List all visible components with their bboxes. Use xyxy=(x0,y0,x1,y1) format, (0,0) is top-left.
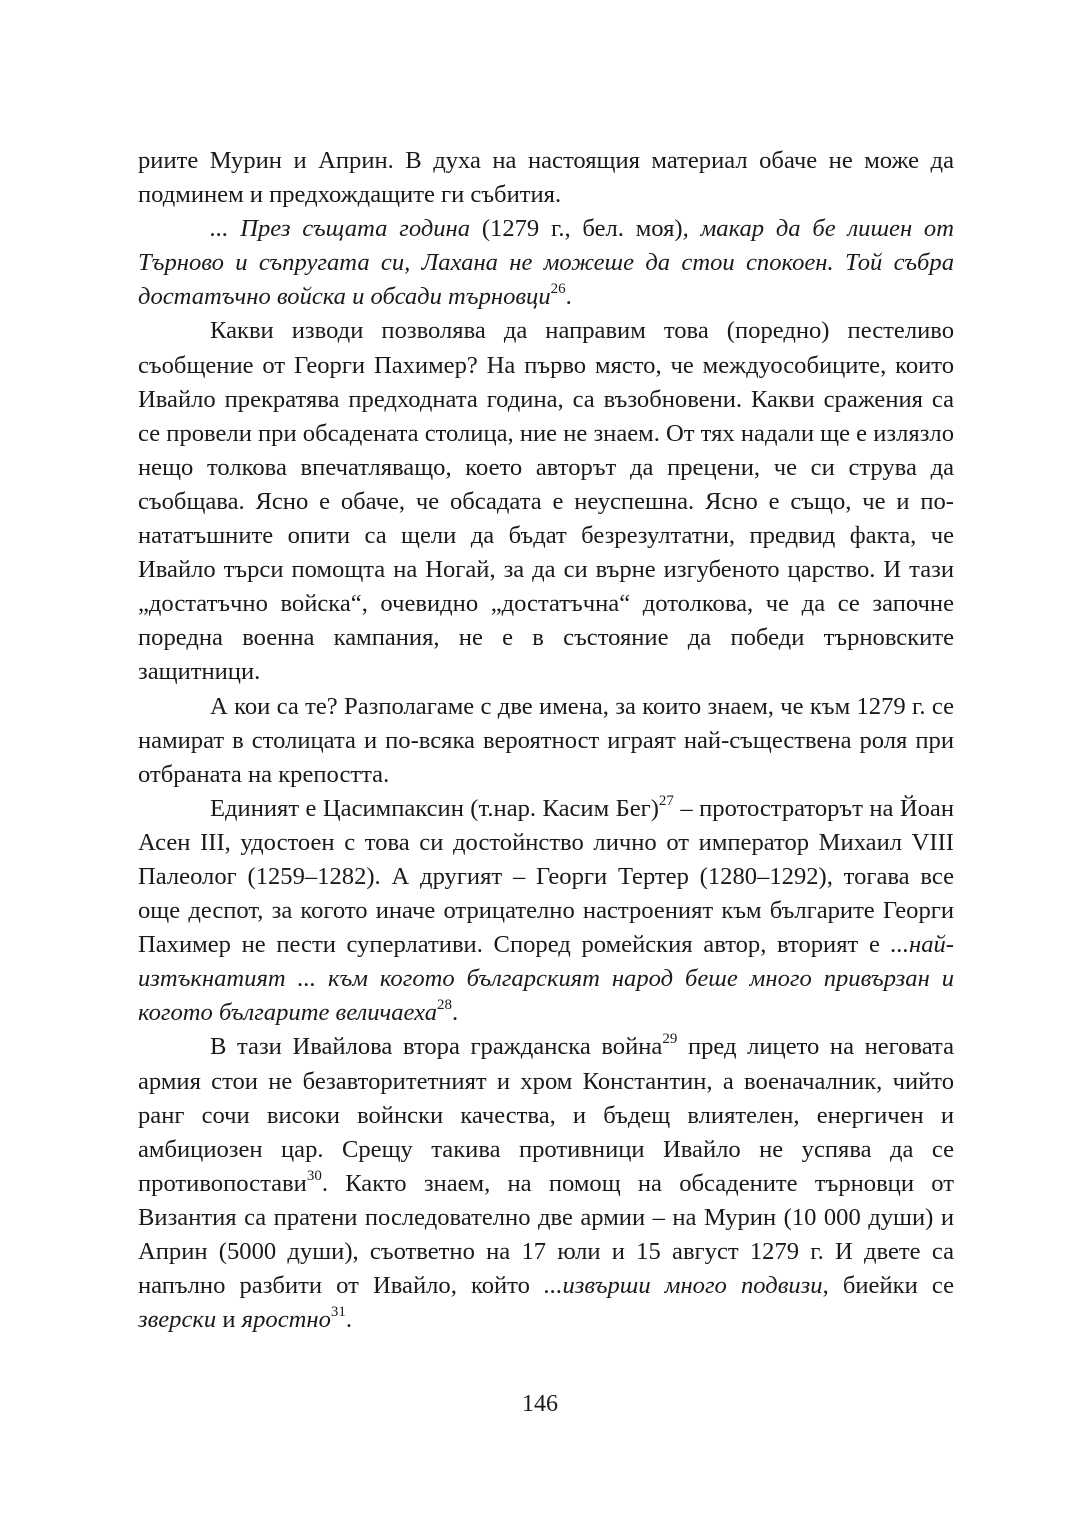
quote-text: ... През същата година xyxy=(210,215,471,243)
paragraph-text: – протостраторът на Йоан Асен III, удостоен с това си достойнство лично от император Михаил VIII Палеолог (1259–1282). А другият – Георги Тертер (1280–1292), тогава все още деспот, за когото иначе отрицателно настроеният към българите Георги Пахимер не пести суперлативи. Според ромейския автор, вторият е xyxy=(138,794,955,959)
paragraph-2-quotation xyxy=(138,212,954,314)
paragraph-text: риите Мурин и Априн. В духа на настоящия материал обаче не може да подминем и предхождащите ги събития. xyxy=(138,147,954,209)
paragraph-text: А кои са те? Разполагаме с две имена, за които знаем, че към 1279 г. се намират в столицата и по-всяка вероятност играят най-съществена роля при отбраната на крепостта. xyxy=(138,692,954,788)
punctuation: . xyxy=(345,1306,353,1334)
punctuation: . xyxy=(452,999,459,1027)
book-page-body xyxy=(138,144,954,1337)
paragraph-text: и xyxy=(216,1306,242,1334)
paragraph-text: В тази Ивайлова втора гражданска война xyxy=(210,1033,663,1061)
footnote-ref-30[interactable]: 30 xyxy=(306,1167,322,1184)
quote-text: ...извърши много подвизи xyxy=(544,1272,823,1300)
paragraph-text: . Както знаем, на помощ на обсадените търновци от Византия са пратени последователно две армии – на Мурин (10 000 души) и Априн (5000 души), съответно на 17 юли и 15 август 1279 г. И двете са напълно разбити от Ивайло, който xyxy=(138,1169,954,1300)
paragraph-3 xyxy=(138,314,954,689)
footnote-ref-26[interactable]: 26 xyxy=(550,281,566,298)
footnote-ref-29[interactable]: 29 xyxy=(662,1031,678,1048)
page-number: 146 xyxy=(522,1391,558,1417)
punctuation: . xyxy=(565,283,572,311)
paragraph-5 xyxy=(138,792,954,1031)
paragraph-text: Какви изводи позволява да направим това (поредно) пестеливо съобщение от Георги Пахимер? На първо място, че междуособиците, които Ивайло прекратява предходната година, са възобновени. Какви сражения са се провели при обсадената столица, ние не знаем. От тях надали ще е излязло нещо толкова впечатляващо, което авторът да прецени, че си струва да съобщава. Ясно е обаче, че обсадата е неуспешна. Ясно е също, че и по-нататъшните опити са щели да бъдат безрезултатни, предвид факта, че Ивайло търси помощта на Ногай, за да си върне изгубеното царство. И тази „достатъчно войска“, очевидно „достатъчна“ дотолкова, че да се започне поредна военна кампания, не е в състояние да победи търновските защитници. xyxy=(138,317,954,686)
quote-text: , макар да бе лишен от Търново и съпругата си, Лахана не можеше да стои спокоен. Той събра достатъчно войска и обсади търновци xyxy=(138,215,954,311)
paragraph-6 xyxy=(138,1030,954,1337)
paragraph-4 xyxy=(138,690,954,792)
quote-text: яростно xyxy=(241,1306,331,1334)
footnote-ref-27[interactable]: 27 xyxy=(658,792,674,809)
editor-note: (1279 г., бел. моя) xyxy=(470,215,683,243)
footnote-ref-28[interactable]: 28 xyxy=(437,997,453,1014)
paragraph-text: Единият е Цасимпаксин (т.нар. Касим Бег) xyxy=(210,794,659,822)
paragraph-1 xyxy=(138,144,954,212)
footnote-ref-31[interactable]: 31 xyxy=(330,1304,346,1320)
quote-text: зверски xyxy=(138,1306,217,1334)
quote-text: ...най-изтъкнатият ... към когото българският народ беше много привързан и когото българите величаеха xyxy=(138,931,954,1027)
paragraph-text: , биейки се xyxy=(822,1272,954,1300)
paragraph-text: пред лицето на неговата армия стои не безавторитетният и хром Константин, а военачалник, чийто ранг сочи високи войнски качества, и бъдещ влиятелен, енергичен и амбициозен цар. Срещу такива противници Ивайло не успява да се противопостави xyxy=(138,1033,954,1197)
